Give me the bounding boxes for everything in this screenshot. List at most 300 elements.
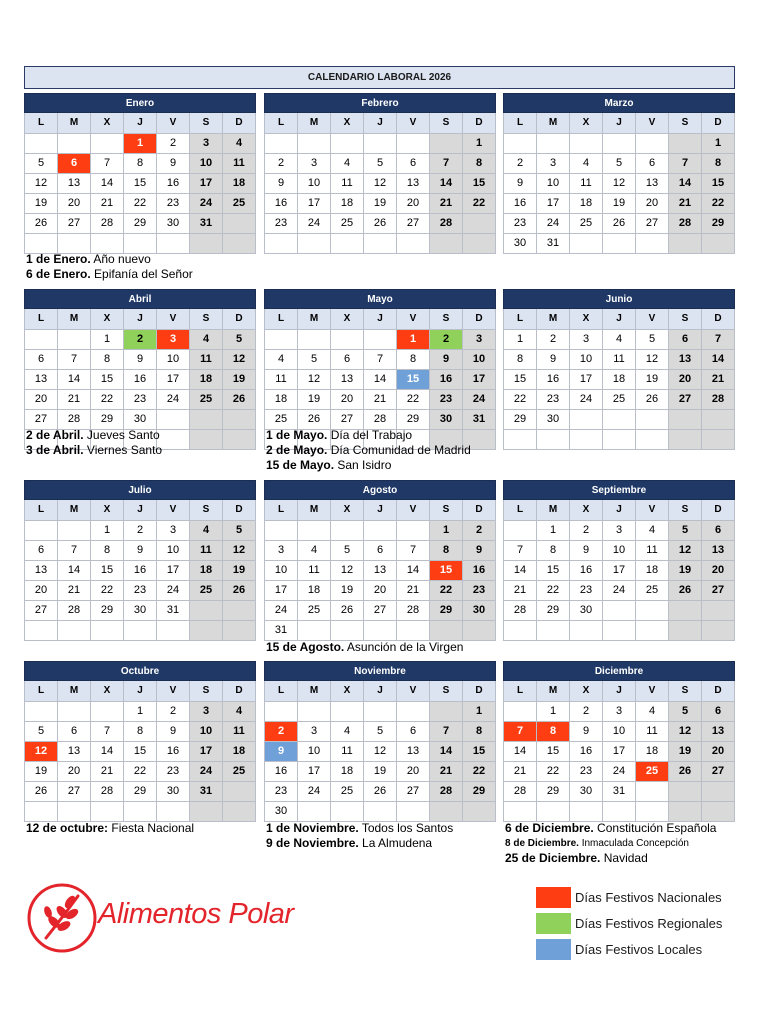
week-row bbox=[504, 600, 735, 620]
day-cell: 31 bbox=[157, 600, 190, 620]
weekday-label: V bbox=[397, 500, 430, 520]
day-cell: 24 bbox=[298, 781, 331, 801]
day-cell: 2 bbox=[157, 133, 190, 153]
empty-day-cell bbox=[265, 701, 298, 721]
weekday-label: S bbox=[669, 309, 702, 329]
empty-day-cell bbox=[190, 801, 223, 821]
day-cell: 5 bbox=[636, 329, 669, 349]
month-diciembre bbox=[503, 661, 735, 822]
day-cell: 29 bbox=[504, 409, 537, 429]
month-octubre bbox=[24, 661, 256, 822]
week-row bbox=[504, 620, 735, 640]
day-cell: 25 bbox=[570, 213, 603, 233]
holiday-name: La Almudena bbox=[358, 836, 433, 850]
day-cell: 17 bbox=[603, 741, 636, 761]
holiday-day-cell: 1 bbox=[124, 133, 157, 153]
empty-day-cell bbox=[397, 520, 430, 540]
weekday-label: X bbox=[570, 309, 603, 329]
day-cell: 4 bbox=[190, 329, 223, 349]
weekday-header-row bbox=[265, 681, 496, 701]
empty-day-cell bbox=[504, 429, 537, 449]
day-cell: 6 bbox=[25, 349, 58, 369]
weekday-label: D bbox=[702, 113, 735, 133]
day-cell: 9 bbox=[504, 173, 537, 193]
weekday-label: V bbox=[636, 309, 669, 329]
legend-label: Días Festivos Regionales bbox=[575, 915, 723, 931]
legend-item-nacional bbox=[536, 884, 736, 910]
month-days-table bbox=[264, 113, 496, 254]
empty-day-cell bbox=[702, 781, 735, 801]
day-cell: 12 bbox=[603, 173, 636, 193]
weekday-label: S bbox=[190, 309, 223, 329]
empty-day-cell bbox=[364, 329, 397, 349]
weekday-header-row bbox=[265, 500, 496, 520]
empty-day-cell bbox=[58, 520, 91, 540]
week-row bbox=[504, 580, 735, 600]
empty-day-cell bbox=[537, 801, 570, 821]
legend-item-regional bbox=[536, 910, 736, 936]
day-cell: 5 bbox=[364, 153, 397, 173]
holiday-day-cell: 3 bbox=[157, 329, 190, 349]
day-cell: 10 bbox=[190, 153, 223, 173]
day-cell: 23 bbox=[124, 580, 157, 600]
weekday-label: X bbox=[570, 681, 603, 701]
day-cell: 19 bbox=[25, 761, 58, 781]
day-cell: 28 bbox=[669, 213, 702, 233]
empty-day-cell bbox=[669, 600, 702, 620]
week-row bbox=[265, 801, 496, 821]
day-cell: 23 bbox=[265, 213, 298, 233]
weekday-label: L bbox=[25, 113, 58, 133]
empty-day-cell bbox=[570, 133, 603, 153]
weekday-label: D bbox=[702, 681, 735, 701]
holiday-name: Año nuevo bbox=[90, 252, 151, 266]
empty-day-cell bbox=[25, 801, 58, 821]
day-cell: 17 bbox=[190, 173, 223, 193]
day-cell: 14 bbox=[504, 741, 537, 761]
day-cell: 19 bbox=[331, 580, 364, 600]
week-row bbox=[504, 329, 735, 349]
empty-day-cell bbox=[702, 409, 735, 429]
day-cell: 24 bbox=[463, 389, 496, 409]
holiday-date: 8 de Diciembre. bbox=[505, 838, 579, 849]
empty-day-cell bbox=[364, 233, 397, 253]
day-cell: 10 bbox=[603, 721, 636, 741]
empty-day-cell bbox=[463, 620, 496, 640]
notes-octubre bbox=[26, 821, 194, 836]
empty-day-cell bbox=[91, 620, 124, 640]
day-cell: 4 bbox=[223, 701, 256, 721]
day-cell: 25 bbox=[298, 600, 331, 620]
day-cell: 5 bbox=[603, 153, 636, 173]
holiday-note bbox=[505, 821, 716, 836]
weekday-header-row bbox=[25, 681, 256, 701]
empty-day-cell bbox=[636, 133, 669, 153]
holiday-day-cell: 25 bbox=[636, 761, 669, 781]
legend-label: Días Festivos Nacionales bbox=[575, 889, 722, 905]
day-cell: 29 bbox=[91, 409, 124, 429]
legend-swatch-nacional bbox=[536, 887, 571, 908]
day-cell: 12 bbox=[223, 540, 256, 560]
weekday-label: X bbox=[91, 309, 124, 329]
empty-day-cell bbox=[331, 701, 364, 721]
day-cell: 18 bbox=[636, 560, 669, 580]
week-row bbox=[504, 173, 735, 193]
day-cell: 5 bbox=[669, 701, 702, 721]
day-cell: 26 bbox=[25, 213, 58, 233]
day-cell: 3 bbox=[537, 153, 570, 173]
day-cell: 6 bbox=[58, 721, 91, 741]
empty-day-cell bbox=[265, 329, 298, 349]
day-cell: 15 bbox=[537, 560, 570, 580]
day-cell: 26 bbox=[25, 781, 58, 801]
weekday-header-row bbox=[504, 500, 735, 520]
day-cell: 27 bbox=[58, 213, 91, 233]
weekday-label: V bbox=[397, 113, 430, 133]
empty-day-cell bbox=[157, 409, 190, 429]
holiday-day-cell: 15 bbox=[430, 560, 463, 580]
empty-day-cell bbox=[669, 429, 702, 449]
weekday-label: V bbox=[157, 500, 190, 520]
day-cell: 14 bbox=[91, 173, 124, 193]
day-cell: 27 bbox=[331, 409, 364, 429]
day-cell: 27 bbox=[397, 213, 430, 233]
day-cell: 19 bbox=[603, 193, 636, 213]
holiday-date: 1 de Enero. bbox=[26, 252, 91, 266]
day-cell: 10 bbox=[603, 540, 636, 560]
week-row bbox=[25, 349, 256, 369]
day-cell: 15 bbox=[504, 369, 537, 389]
day-cell: 9 bbox=[157, 153, 190, 173]
month-days-table bbox=[24, 500, 256, 641]
month-days-table bbox=[503, 309, 735, 450]
empty-day-cell bbox=[223, 801, 256, 821]
day-cell: 15 bbox=[702, 173, 735, 193]
day-cell: 15 bbox=[124, 741, 157, 761]
day-cell: 24 bbox=[190, 761, 223, 781]
empty-day-cell bbox=[669, 620, 702, 640]
day-cell: 7 bbox=[430, 721, 463, 741]
empty-day-cell bbox=[397, 801, 430, 821]
day-cell: 13 bbox=[58, 741, 91, 761]
weekday-header-row bbox=[265, 113, 496, 133]
day-cell: 1 bbox=[537, 701, 570, 721]
day-cell: 14 bbox=[397, 560, 430, 580]
day-cell: 18 bbox=[190, 369, 223, 389]
weekday-label: S bbox=[430, 309, 463, 329]
day-cell: 26 bbox=[364, 781, 397, 801]
empty-day-cell bbox=[669, 409, 702, 429]
day-cell: 2 bbox=[265, 153, 298, 173]
day-cell: 9 bbox=[430, 349, 463, 369]
empty-day-cell bbox=[397, 233, 430, 253]
week-row bbox=[504, 213, 735, 233]
weekday-label: M bbox=[298, 500, 331, 520]
weekday-label: V bbox=[157, 681, 190, 701]
notes-mayo bbox=[266, 428, 471, 473]
day-cell: 3 bbox=[463, 329, 496, 349]
day-cell: 3 bbox=[603, 701, 636, 721]
weekday-label: J bbox=[124, 681, 157, 701]
weekday-label: J bbox=[364, 113, 397, 133]
week-row bbox=[504, 349, 735, 369]
day-cell: 27 bbox=[702, 761, 735, 781]
month-name: Febrero bbox=[264, 93, 496, 113]
weekday-label: X bbox=[331, 113, 364, 133]
week-row bbox=[504, 701, 735, 721]
day-cell: 2 bbox=[537, 329, 570, 349]
weekday-header-row bbox=[25, 500, 256, 520]
empty-day-cell bbox=[570, 801, 603, 821]
day-cell: 4 bbox=[570, 153, 603, 173]
day-cell: 22 bbox=[463, 193, 496, 213]
day-cell: 1 bbox=[702, 133, 735, 153]
day-cell: 29 bbox=[537, 600, 570, 620]
holiday-date: 1 de Noviembre. bbox=[266, 821, 359, 835]
weekday-header-row bbox=[504, 681, 735, 701]
empty-day-cell bbox=[430, 801, 463, 821]
holiday-name: Fiesta Nacional bbox=[108, 821, 195, 835]
empty-day-cell bbox=[265, 233, 298, 253]
weekday-label: D bbox=[702, 500, 735, 520]
weekday-header-row bbox=[25, 309, 256, 329]
day-cell: 14 bbox=[364, 369, 397, 389]
week-row bbox=[265, 349, 496, 369]
day-cell: 16 bbox=[430, 369, 463, 389]
empty-day-cell bbox=[331, 329, 364, 349]
week-row bbox=[25, 600, 256, 620]
day-cell: 31 bbox=[537, 233, 570, 253]
month-enero bbox=[24, 93, 256, 254]
day-cell: 4 bbox=[636, 520, 669, 540]
holiday-note bbox=[266, 428, 471, 443]
day-cell: 21 bbox=[91, 193, 124, 213]
day-cell: 9 bbox=[463, 540, 496, 560]
month-days-table bbox=[503, 113, 735, 254]
empty-day-cell bbox=[298, 801, 331, 821]
week-row bbox=[265, 409, 496, 429]
day-cell: 18 bbox=[223, 173, 256, 193]
empty-day-cell bbox=[504, 620, 537, 640]
empty-day-cell bbox=[504, 701, 537, 721]
week-row bbox=[504, 761, 735, 781]
holiday-name: Navidad bbox=[600, 851, 648, 865]
day-cell: 30 bbox=[157, 781, 190, 801]
day-cell: 17 bbox=[463, 369, 496, 389]
empty-day-cell bbox=[603, 133, 636, 153]
empty-day-cell bbox=[190, 409, 223, 429]
holiday-date: 25 de Diciembre. bbox=[505, 851, 601, 865]
empty-day-cell bbox=[702, 429, 735, 449]
day-cell: 20 bbox=[331, 389, 364, 409]
day-cell: 16 bbox=[124, 369, 157, 389]
day-cell: 27 bbox=[397, 781, 430, 801]
day-cell: 20 bbox=[25, 389, 58, 409]
weekday-label: X bbox=[331, 681, 364, 701]
day-cell: 4 bbox=[223, 133, 256, 153]
holiday-note bbox=[26, 821, 194, 836]
weekday-label: S bbox=[430, 113, 463, 133]
empty-day-cell bbox=[91, 701, 124, 721]
day-cell: 10 bbox=[298, 741, 331, 761]
day-cell: 12 bbox=[364, 741, 397, 761]
week-row bbox=[265, 761, 496, 781]
weekday-label: S bbox=[190, 113, 223, 133]
weekday-label: M bbox=[537, 113, 570, 133]
day-cell: 9 bbox=[570, 540, 603, 560]
day-cell: 19 bbox=[223, 369, 256, 389]
day-cell: 14 bbox=[669, 173, 702, 193]
day-cell: 30 bbox=[124, 409, 157, 429]
day-cell: 13 bbox=[331, 369, 364, 389]
weekday-label: J bbox=[124, 113, 157, 133]
holiday-date: 6 de Diciembre. bbox=[505, 821, 594, 835]
day-cell: 2 bbox=[124, 520, 157, 540]
empty-day-cell bbox=[157, 233, 190, 253]
weekday-label: X bbox=[331, 500, 364, 520]
day-cell: 4 bbox=[331, 721, 364, 741]
holiday-name: Jueves Santo bbox=[83, 428, 160, 442]
week-row bbox=[504, 389, 735, 409]
day-cell: 28 bbox=[504, 781, 537, 801]
day-cell: 15 bbox=[463, 741, 496, 761]
day-cell: 5 bbox=[298, 349, 331, 369]
day-cell: 21 bbox=[430, 193, 463, 213]
holiday-date: 2 de Abril. bbox=[26, 428, 84, 442]
day-cell: 27 bbox=[58, 781, 91, 801]
holiday-day-cell: 2 bbox=[430, 329, 463, 349]
empty-day-cell bbox=[364, 801, 397, 821]
day-cell: 18 bbox=[223, 741, 256, 761]
weekday-label: D bbox=[223, 309, 256, 329]
notes-diciembre bbox=[505, 821, 716, 866]
day-cell: 6 bbox=[636, 153, 669, 173]
weekday-label: S bbox=[190, 681, 223, 701]
empty-day-cell bbox=[25, 233, 58, 253]
day-cell: 11 bbox=[223, 721, 256, 741]
day-cell: 9 bbox=[124, 349, 157, 369]
weekday-label: V bbox=[636, 681, 669, 701]
day-cell: 16 bbox=[157, 173, 190, 193]
day-cell: 24 bbox=[190, 193, 223, 213]
empty-day-cell bbox=[58, 701, 91, 721]
day-cell: 25 bbox=[331, 213, 364, 233]
day-cell: 6 bbox=[397, 153, 430, 173]
day-cell: 25 bbox=[603, 389, 636, 409]
day-cell: 11 bbox=[331, 741, 364, 761]
day-cell: 11 bbox=[223, 153, 256, 173]
holiday-date: 1 de Mayo. bbox=[266, 428, 328, 442]
holiday-day-cell: 7 bbox=[504, 721, 537, 741]
weekday-label: L bbox=[504, 500, 537, 520]
day-cell: 17 bbox=[157, 369, 190, 389]
day-cell: 22 bbox=[504, 389, 537, 409]
day-cell: 9 bbox=[157, 721, 190, 741]
weekday-label: V bbox=[157, 309, 190, 329]
week-row bbox=[25, 153, 256, 173]
weekday-label: M bbox=[298, 309, 331, 329]
legend-item-local bbox=[536, 936, 736, 962]
month-marzo bbox=[503, 93, 735, 254]
day-cell: 12 bbox=[669, 540, 702, 560]
weekday-label: M bbox=[58, 500, 91, 520]
empty-day-cell bbox=[364, 620, 397, 640]
day-cell: 15 bbox=[537, 741, 570, 761]
empty-day-cell bbox=[430, 620, 463, 640]
holiday-note bbox=[26, 267, 193, 282]
day-cell: 25 bbox=[190, 580, 223, 600]
empty-day-cell bbox=[223, 600, 256, 620]
day-cell: 23 bbox=[570, 761, 603, 781]
day-cell: 31 bbox=[190, 781, 223, 801]
empty-day-cell bbox=[636, 781, 669, 801]
day-cell: 10 bbox=[157, 540, 190, 560]
day-cell: 13 bbox=[397, 741, 430, 761]
day-cell: 14 bbox=[58, 369, 91, 389]
day-cell: 8 bbox=[702, 153, 735, 173]
day-cell: 2 bbox=[570, 520, 603, 540]
holiday-day-cell: 8 bbox=[537, 721, 570, 741]
empty-day-cell bbox=[669, 133, 702, 153]
day-cell: 2 bbox=[157, 701, 190, 721]
day-cell: 12 bbox=[223, 349, 256, 369]
week-row bbox=[265, 133, 496, 153]
week-row bbox=[25, 369, 256, 389]
weekday-label: J bbox=[124, 309, 157, 329]
legend-swatch-regional bbox=[536, 913, 571, 934]
holiday-day-cell: 15 bbox=[397, 369, 430, 389]
day-cell: 27 bbox=[702, 580, 735, 600]
day-cell: 18 bbox=[636, 741, 669, 761]
empty-day-cell bbox=[124, 233, 157, 253]
day-cell: 19 bbox=[25, 193, 58, 213]
week-row bbox=[25, 540, 256, 560]
notes-abril bbox=[26, 428, 162, 458]
day-cell: 18 bbox=[265, 389, 298, 409]
day-cell: 23 bbox=[463, 580, 496, 600]
empty-day-cell bbox=[603, 409, 636, 429]
empty-day-cell bbox=[298, 133, 331, 153]
week-row bbox=[265, 233, 496, 253]
month-name: Agosto bbox=[264, 480, 496, 500]
day-cell: 1 bbox=[91, 520, 124, 540]
month-junio bbox=[503, 289, 735, 450]
weekday-label: L bbox=[504, 113, 537, 133]
holiday-note bbox=[505, 836, 716, 851]
month-days-table bbox=[24, 681, 256, 822]
day-cell: 26 bbox=[636, 389, 669, 409]
day-cell: 24 bbox=[603, 580, 636, 600]
weekday-label: L bbox=[504, 681, 537, 701]
holiday-note bbox=[266, 443, 471, 458]
day-cell: 11 bbox=[636, 721, 669, 741]
week-row bbox=[265, 600, 496, 620]
month-name: Diciembre bbox=[503, 661, 735, 681]
weekday-label: V bbox=[636, 500, 669, 520]
day-cell: 26 bbox=[603, 213, 636, 233]
day-cell: 24 bbox=[265, 600, 298, 620]
empty-day-cell bbox=[702, 233, 735, 253]
day-cell: 18 bbox=[298, 580, 331, 600]
weekday-label: D bbox=[463, 309, 496, 329]
day-cell: 11 bbox=[331, 173, 364, 193]
weekday-label: L bbox=[265, 113, 298, 133]
week-row bbox=[25, 173, 256, 193]
week-row bbox=[504, 369, 735, 389]
day-cell: 29 bbox=[124, 213, 157, 233]
day-cell: 9 bbox=[537, 349, 570, 369]
day-cell: 5 bbox=[25, 721, 58, 741]
